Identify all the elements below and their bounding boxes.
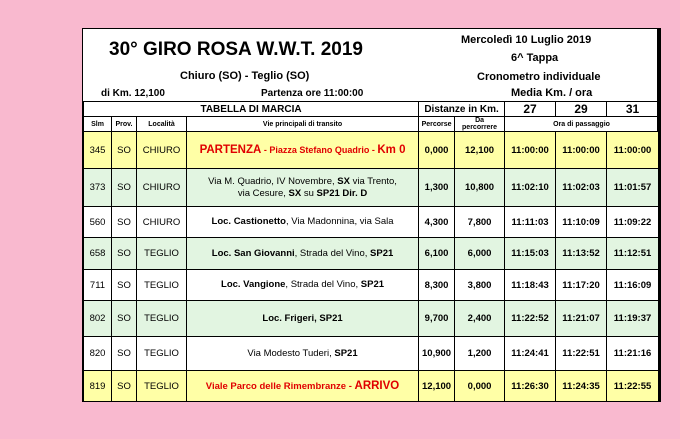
prov-cell: SO: [112, 207, 137, 238]
race-schedule-sheet: [82, 28, 658, 402]
speed-31: 31: [607, 102, 659, 117]
col-slm: Slm: [84, 117, 112, 132]
table-row: [84, 270, 659, 301]
time-27-cell: 11:22:52: [505, 301, 556, 337]
percorse-cell: 10,900: [419, 337, 455, 371]
time-27-cell: 11:02:10: [505, 169, 556, 207]
slm-cell: 802: [84, 301, 112, 337]
localita-cell: CHIURO: [137, 169, 187, 207]
col-vie: Vie principali di transito: [187, 117, 419, 132]
vie-cell: Via Modesto Tuderi, SP21: [187, 337, 419, 371]
da-percorrere-cell: 10,800: [455, 169, 505, 207]
table-row: [84, 207, 659, 238]
col-ora-passaggio: Ora di passaggio: [505, 117, 659, 132]
da-percorrere-cell: 6,000: [455, 238, 505, 270]
slm-cell: 373: [84, 169, 112, 207]
da-percorrere-cell: 3,800: [455, 270, 505, 301]
time-31-cell: 11:22:55: [607, 371, 659, 402]
time-31-cell: 11:16:09: [607, 270, 659, 301]
time-29-cell: 11:22:51: [556, 337, 607, 371]
slm-cell: 820: [84, 337, 112, 371]
slm-cell: 560: [84, 207, 112, 238]
media-label: Media Km. / ora: [511, 87, 593, 99]
localita-cell: TEGLIO: [137, 337, 187, 371]
table-row: [84, 301, 659, 337]
right-border-bar: [658, 28, 661, 402]
localita-cell: TEGLIO: [137, 238, 187, 270]
time-27-cell: 11:24:41: [505, 337, 556, 371]
time-29-cell: 11:24:35: [556, 371, 607, 402]
prov-cell: SO: [112, 169, 137, 207]
table-row: [84, 337, 659, 371]
percorse-cell: 12,100: [419, 371, 455, 402]
col-percorse: Percorse: [419, 117, 455, 132]
da-percorrere-cell: 0,000: [455, 371, 505, 402]
time-27-cell: 11:00:00: [505, 132, 556, 169]
speed-29: 29: [556, 102, 607, 117]
time-29-cell: 11:02:03: [556, 169, 607, 207]
stage-distance: di Km. 12,100: [101, 88, 165, 99]
slm-cell: 819: [84, 371, 112, 402]
vie-cell: Loc. Vangione, Strada del Vino, SP21: [187, 270, 419, 301]
time-31-cell: 11:12:51: [607, 238, 659, 270]
stage-number: 6^ Tappa: [511, 52, 559, 64]
time-31-cell: 11:21:16: [607, 337, 659, 371]
time-29-cell: 11:13:52: [556, 238, 607, 270]
time-31-cell: 11:09:22: [607, 207, 659, 238]
time-31-cell: 11:00:00: [607, 132, 659, 169]
prov-cell: SO: [112, 238, 137, 270]
percorse-cell: 0,000: [419, 132, 455, 169]
localita-cell: TEGLIO: [137, 270, 187, 301]
localita-cell: CHIURO: [137, 207, 187, 238]
time-27-cell: 11:26:30: [505, 371, 556, 402]
time-29-cell: 11:10:09: [556, 207, 607, 238]
prov-cell: SO: [112, 270, 137, 301]
race-date: Mercoledì 10 Luglio 2019: [461, 34, 592, 46]
prov-cell: SO: [112, 301, 137, 337]
percorse-cell: 4,300: [419, 207, 455, 238]
vie-cell: Via M. Quadrio, IV Novembre, SX via Trento, via Cesure, SX su SP21 Dir. D: [187, 169, 419, 207]
col-localita: Località: [137, 117, 187, 132]
vie-cell: Viale Parco delle Rimembranze - ARRIVO: [187, 371, 419, 402]
speed-27: 27: [505, 102, 556, 117]
time-27-cell: 11:15:03: [505, 238, 556, 270]
table-row: [84, 132, 659, 169]
da-percorrere-cell: 2,400: [455, 301, 505, 337]
time-27-cell: 11:18:43: [505, 270, 556, 301]
da-percorrere-cell: 12,100: [455, 132, 505, 169]
da-percorrere-cell: 1,200: [455, 337, 505, 371]
col-prov: Prov.: [112, 117, 137, 132]
localita-cell: TEGLIO: [137, 371, 187, 402]
time-27-cell: 11:11:03: [505, 207, 556, 238]
percorse-cell: 8,300: [419, 270, 455, 301]
vie-cell: PARTENZA - Piazza Stefano Quadrio - Km 0: [187, 132, 419, 169]
vie-cell: Loc. Frigeri, SP21: [187, 301, 419, 337]
stage-route: Chiuro (SO) - Teglio (SO): [180, 70, 310, 82]
localita-cell: CHIURO: [137, 132, 187, 169]
distanze-header: Distanze in Km.: [419, 102, 505, 117]
col-da-percorrere: Da percorrere: [455, 117, 505, 132]
time-31-cell: 11:01:57: [607, 169, 659, 207]
start-time: Partenza ore 11:00:00: [261, 88, 364, 99]
time-31-cell: 11:19:37: [607, 301, 659, 337]
percorse-cell: 9,700: [419, 301, 455, 337]
slm-cell: 345: [84, 132, 112, 169]
vie-cell: Loc. San Giovanni, Strada del Vino, SP21: [187, 238, 419, 270]
slm-cell: 711: [84, 270, 112, 301]
marcia-header: TABELLA DI MARCIA: [84, 102, 419, 117]
time-29-cell: 11:17:20: [556, 270, 607, 301]
race-title: 30° GIRO ROSA W.W.T. 2019: [109, 39, 363, 60]
stage-type: Cronometro individuale: [477, 71, 601, 83]
prov-cell: SO: [112, 371, 137, 402]
percorse-cell: 6,100: [419, 238, 455, 270]
prov-cell: SO: [112, 132, 137, 169]
time-29-cell: 11:00:00: [556, 132, 607, 169]
table-row: [84, 238, 659, 270]
localita-cell: TEGLIO: [137, 301, 187, 337]
table-row: [84, 371, 659, 402]
time-29-cell: 11:21:07: [556, 301, 607, 337]
table-row: [84, 169, 659, 207]
prov-cell: SO: [112, 337, 137, 371]
vie-cell: Loc. Castionetto, Via Madonnina, via Sala: [187, 207, 419, 238]
slm-cell: 658: [84, 238, 112, 270]
timing-table: [83, 101, 659, 402]
percorse-cell: 1,300: [419, 169, 455, 207]
da-percorrere-cell: 7,800: [455, 207, 505, 238]
